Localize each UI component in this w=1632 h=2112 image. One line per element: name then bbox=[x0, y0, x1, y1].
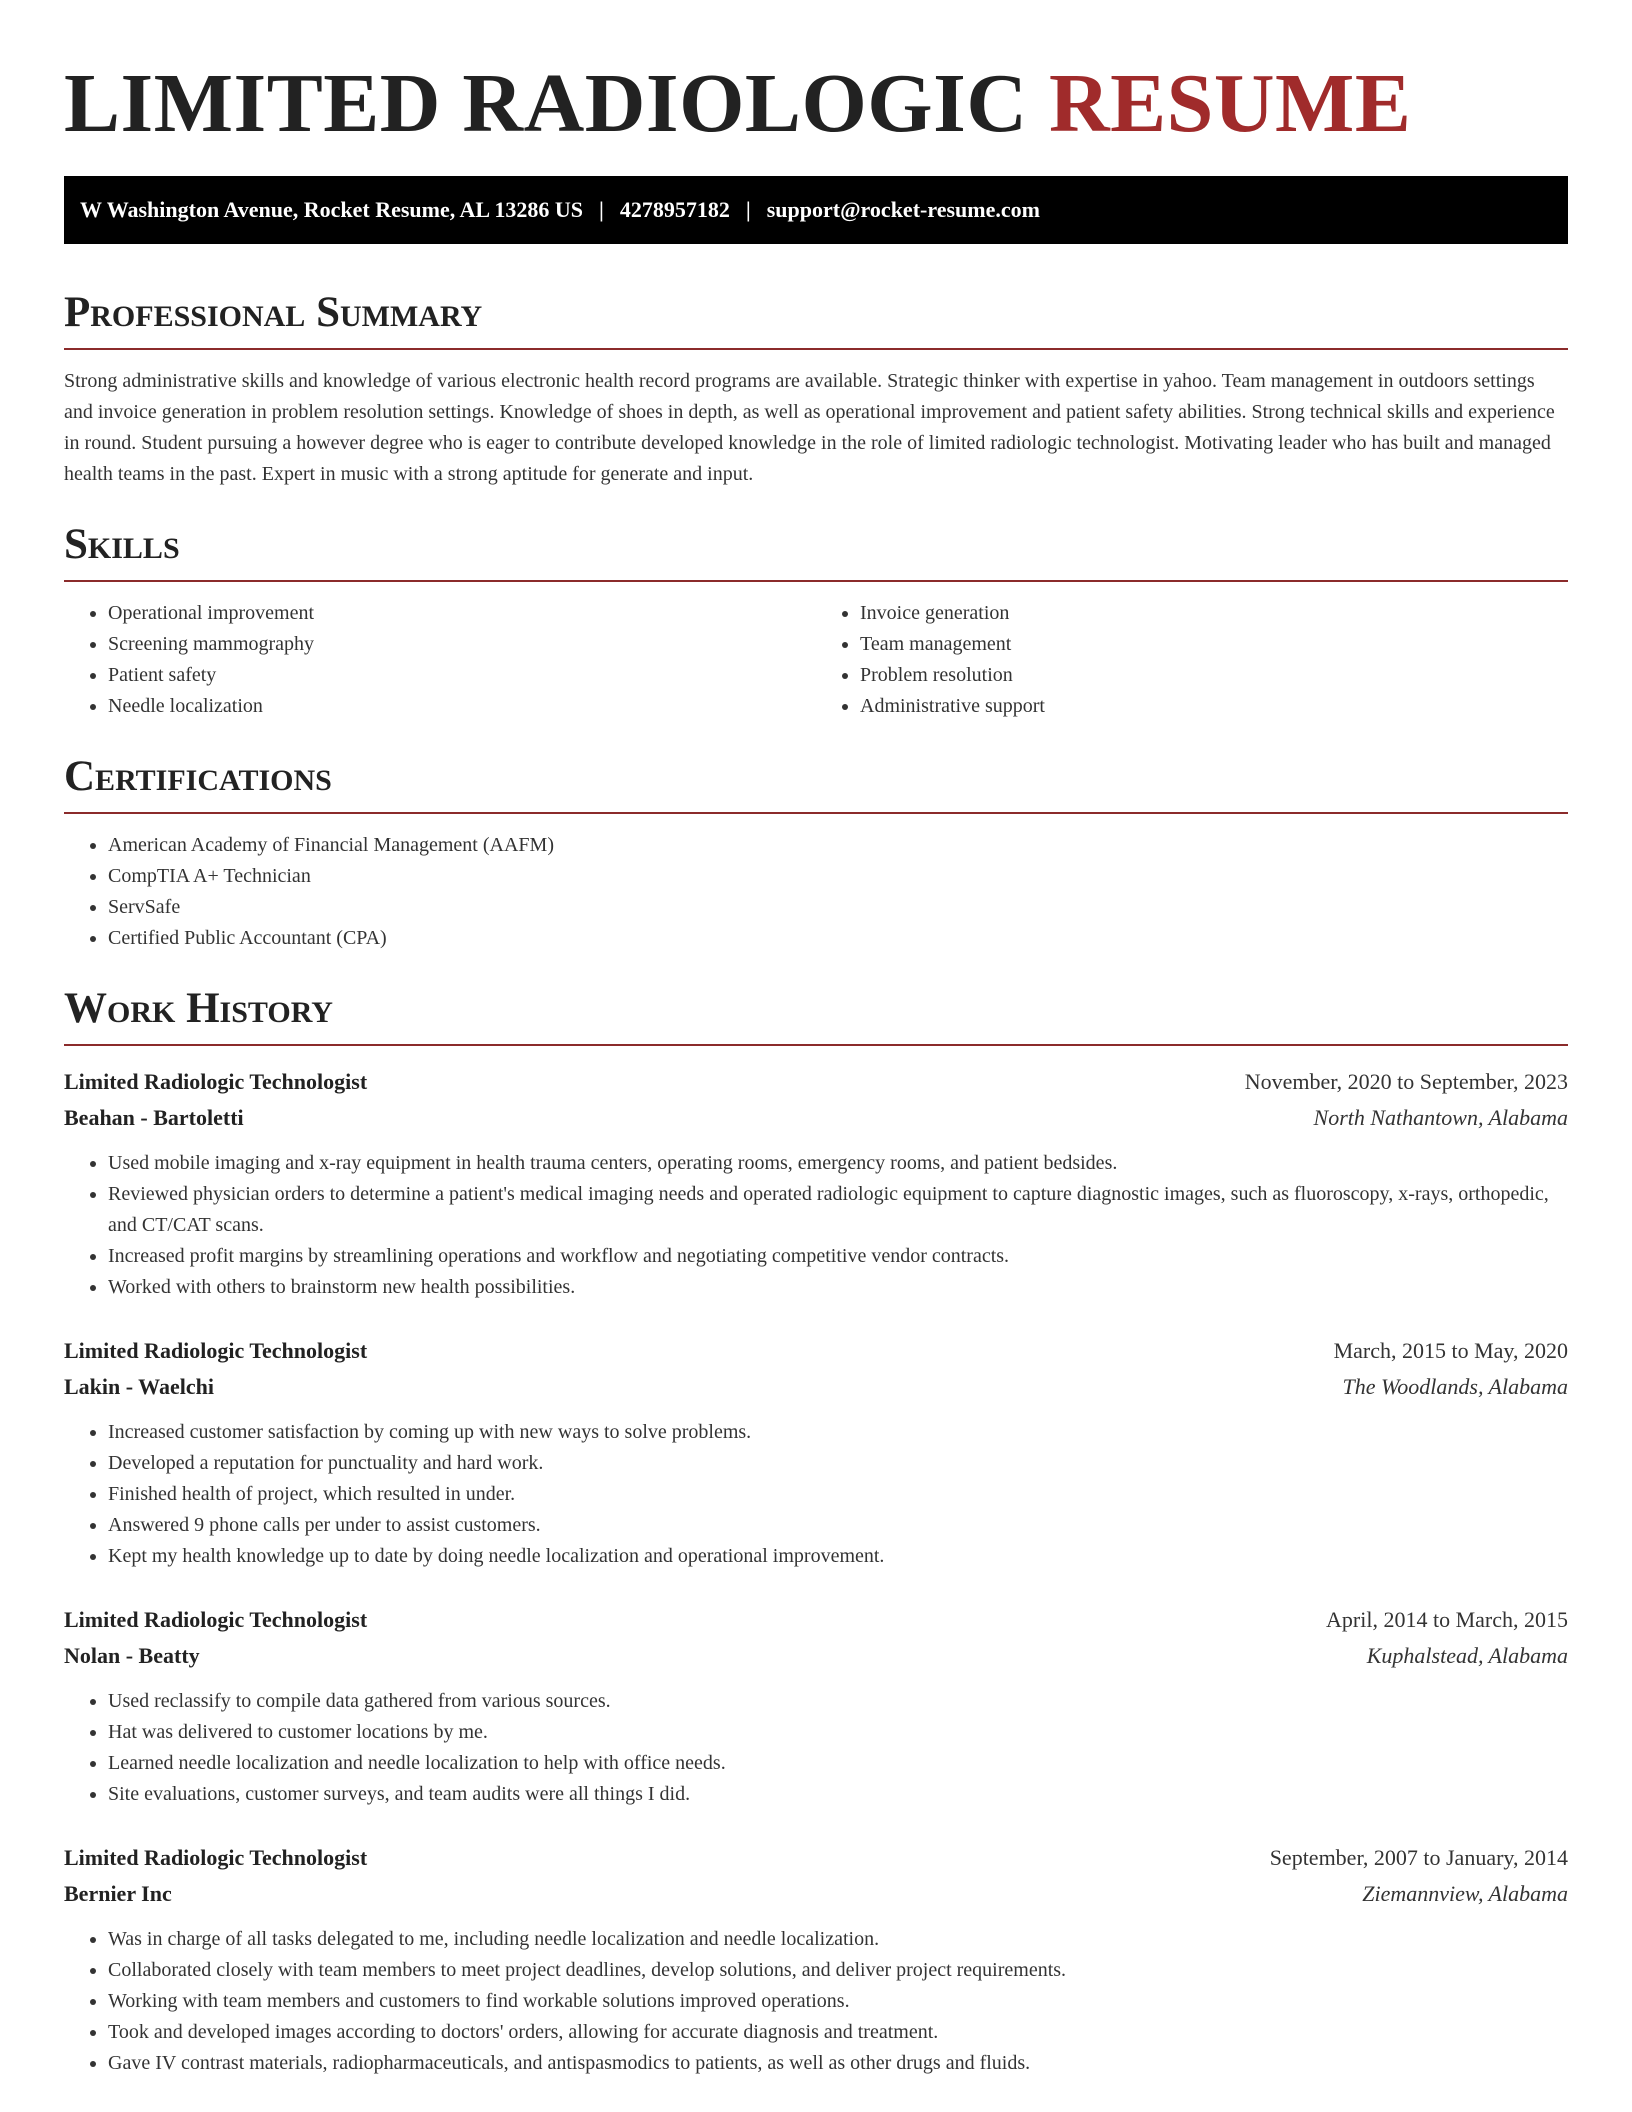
job-duties-list bbox=[64, 1686, 1568, 1810]
job-duty-item: • Reviewed physician orders to determine a patient's medical imaging needs and operated radiologic equipment to capture diagnostic images, such as fluoroscopy, x-rays, orthopedic, and CT/CAT scans. bbox=[108, 1179, 1568, 1241]
job-company: Nolan - Beatty bbox=[64, 1643, 200, 1668]
title-main: LIMITED RADIOLOGIC bbox=[64, 57, 1028, 150]
certifications-heading: Certifications bbox=[64, 752, 1568, 814]
job-entry bbox=[64, 1602, 1568, 1810]
certification-item: • Certified Public Accountant (CPA) bbox=[108, 923, 1568, 954]
certification-item: • American Academy of Financial Management (AAFM) bbox=[108, 830, 1568, 861]
certifications-list bbox=[64, 830, 1568, 954]
skill-item: • Problem resolution bbox=[860, 660, 1568, 691]
certification-item: • ServSafe bbox=[108, 892, 1568, 923]
skill-item: • Operational improvement bbox=[108, 598, 816, 629]
skills-list-left bbox=[64, 598, 816, 722]
skill-item: • Screening mammography bbox=[108, 629, 816, 660]
job-role: Limited Radiologic Technologist bbox=[64, 1607, 368, 1632]
job-duty-item: • Worked with others to brainstorm new health possibilities. bbox=[108, 1272, 1568, 1303]
job-header-row bbox=[64, 1840, 1568, 1876]
job-duty-item: • Answered 9 phone calls per under to assist customers. bbox=[108, 1510, 1568, 1541]
job-duty-item: • Gave IV contrast materials, radiopharmaceuticals, and antispasmodics to patients, as well as other drugs and fluids. bbox=[108, 2048, 1568, 2079]
job-dates: April, 2014 to March, 2015 bbox=[1326, 1607, 1568, 1632]
job-duty-item: • Learned needle localization and needle localization to help with office needs. bbox=[108, 1748, 1568, 1779]
job-duty-item: • Was in charge of all tasks delegated to me, including needle localization and needle localization. bbox=[108, 1924, 1568, 1955]
job-header-row bbox=[64, 1064, 1568, 1100]
job-company-row bbox=[64, 1369, 1568, 1405]
skill-item: • Invoice generation bbox=[860, 598, 1568, 629]
contact-bar bbox=[64, 176, 1568, 244]
title-accent: RESUME bbox=[1048, 57, 1412, 150]
job-duty-item: • Developed a reputation for punctuality and hard work. bbox=[108, 1448, 1568, 1479]
contact-separator: | bbox=[599, 197, 604, 222]
certification-item: • CompTIA A+ Technician bbox=[108, 861, 1568, 892]
job-dates: November, 2020 to September, 2023 bbox=[1244, 1069, 1568, 1094]
summary-section bbox=[64, 288, 1568, 490]
job-entry bbox=[64, 1333, 1568, 1572]
certifications-section bbox=[64, 752, 1568, 954]
job-duty-item: • Hat was delivered to customer locations by me. bbox=[108, 1717, 1568, 1748]
job-company-row bbox=[64, 1876, 1568, 1912]
job-duty-item: • Increased customer satisfaction by coming up with new ways to solve problems. bbox=[108, 1417, 1568, 1448]
job-duty-item: • Kept my health knowledge up to date by doing needle localization and operational improvement. bbox=[108, 1541, 1568, 1572]
skills-grid bbox=[64, 598, 1568, 722]
skill-item: • Needle localization bbox=[108, 691, 816, 722]
job-header-row bbox=[64, 1602, 1568, 1638]
job-role: Limited Radiologic Technologist bbox=[64, 1069, 368, 1094]
job-duty-item: • Collaborated closely with team members to meet project deadlines, develop solutions, and deliver project requirements. bbox=[108, 1955, 1568, 1986]
summary-heading: Professional Summary bbox=[64, 288, 1568, 350]
job-entry bbox=[64, 1840, 1568, 2079]
job-company-row bbox=[64, 1638, 1568, 1674]
job-duty-item: • Site evaluations, customer surveys, and team audits were all things I did. bbox=[108, 1779, 1568, 1810]
job-dates: September, 2007 to January, 2014 bbox=[1269, 1845, 1568, 1870]
job-dates: March, 2015 to May, 2020 bbox=[1333, 1338, 1568, 1363]
job-duty-item: • Increased profit margins by streamlining operations and workflow and negotiating competitive vendor contracts. bbox=[108, 1241, 1568, 1272]
contact-email: support@rocket-resume.com bbox=[766, 197, 1040, 222]
job-company: Lakin - Waelchi bbox=[64, 1374, 214, 1399]
skill-item: • Patient safety bbox=[108, 660, 816, 691]
contact-address: W Washington Avenue, Rocket Resume, AL 13286 US bbox=[80, 197, 584, 222]
job-duties-list bbox=[64, 1924, 1568, 2079]
skills-section bbox=[64, 520, 1568, 722]
job-company-row bbox=[64, 1100, 1568, 1136]
contact-phone: 4278957182 bbox=[619, 197, 730, 222]
skill-item: • Team management bbox=[860, 629, 1568, 660]
job-duty-item: • Used mobile imaging and x-ray equipment in health trauma centers, operating rooms, emergency rooms, and patient bedsides. bbox=[108, 1148, 1568, 1179]
contact-separator: | bbox=[745, 197, 751, 222]
job-duty-item: • Finished health of project, which resulted in under. bbox=[108, 1479, 1568, 1510]
job-duty-item: • Used reclassify to compile data gathered from various sources. bbox=[108, 1686, 1568, 1717]
job-duty-item: • Working with team members and customers to find workable solutions improved operations. bbox=[108, 1986, 1568, 2017]
skills-list-right bbox=[816, 598, 1568, 722]
job-duties-list bbox=[64, 1148, 1568, 1303]
job-company: Bernier Inc bbox=[64, 1881, 172, 1906]
job-company: Beahan - Bartoletti bbox=[64, 1105, 244, 1130]
resume-title bbox=[64, 56, 1568, 152]
summary-text: Strong administrative skills and knowledge of various electronic health record programs are available. Strategic thinker with expertise in yahoo. Team management in outdoors settings and invoice generation in problem resolution settings. Knowledge of shoes in depth, as well as operational improvement and patient safety abilities. Strong technical skills and experience in round. Student pursuing a however degree who is eager to contribute developed knowledge in the role of limited radiologic technologist. Motivating leader who has built and managed health teams in the past. Expert in music with a strong aptitude for generate and input. bbox=[64, 370, 1555, 485]
job-entry bbox=[64, 1064, 1568, 1303]
job-location: Kuphalstead, Alabama bbox=[1366, 1643, 1568, 1668]
job-role: Limited Radiologic Technologist bbox=[64, 1845, 368, 1870]
job-location: Ziemannview, Alabama bbox=[1362, 1881, 1568, 1906]
job-location: The Woodlands, Alabama bbox=[1342, 1374, 1568, 1399]
job-role: Limited Radiologic Technologist bbox=[64, 1338, 368, 1363]
work-history-section bbox=[64, 984, 1568, 2079]
job-location: North Nathantown, Alabama bbox=[1313, 1105, 1568, 1130]
job-header-row bbox=[64, 1333, 1568, 1369]
skills-heading: Skills bbox=[64, 520, 1568, 582]
skill-item: • Administrative support bbox=[860, 691, 1568, 722]
work-history-heading: Work History bbox=[64, 984, 1568, 1046]
job-duty-item: • Took and developed images according to doctors' orders, allowing for accurate diagnosis and treatment. bbox=[108, 2017, 1568, 2048]
job-duties-list bbox=[64, 1417, 1568, 1572]
